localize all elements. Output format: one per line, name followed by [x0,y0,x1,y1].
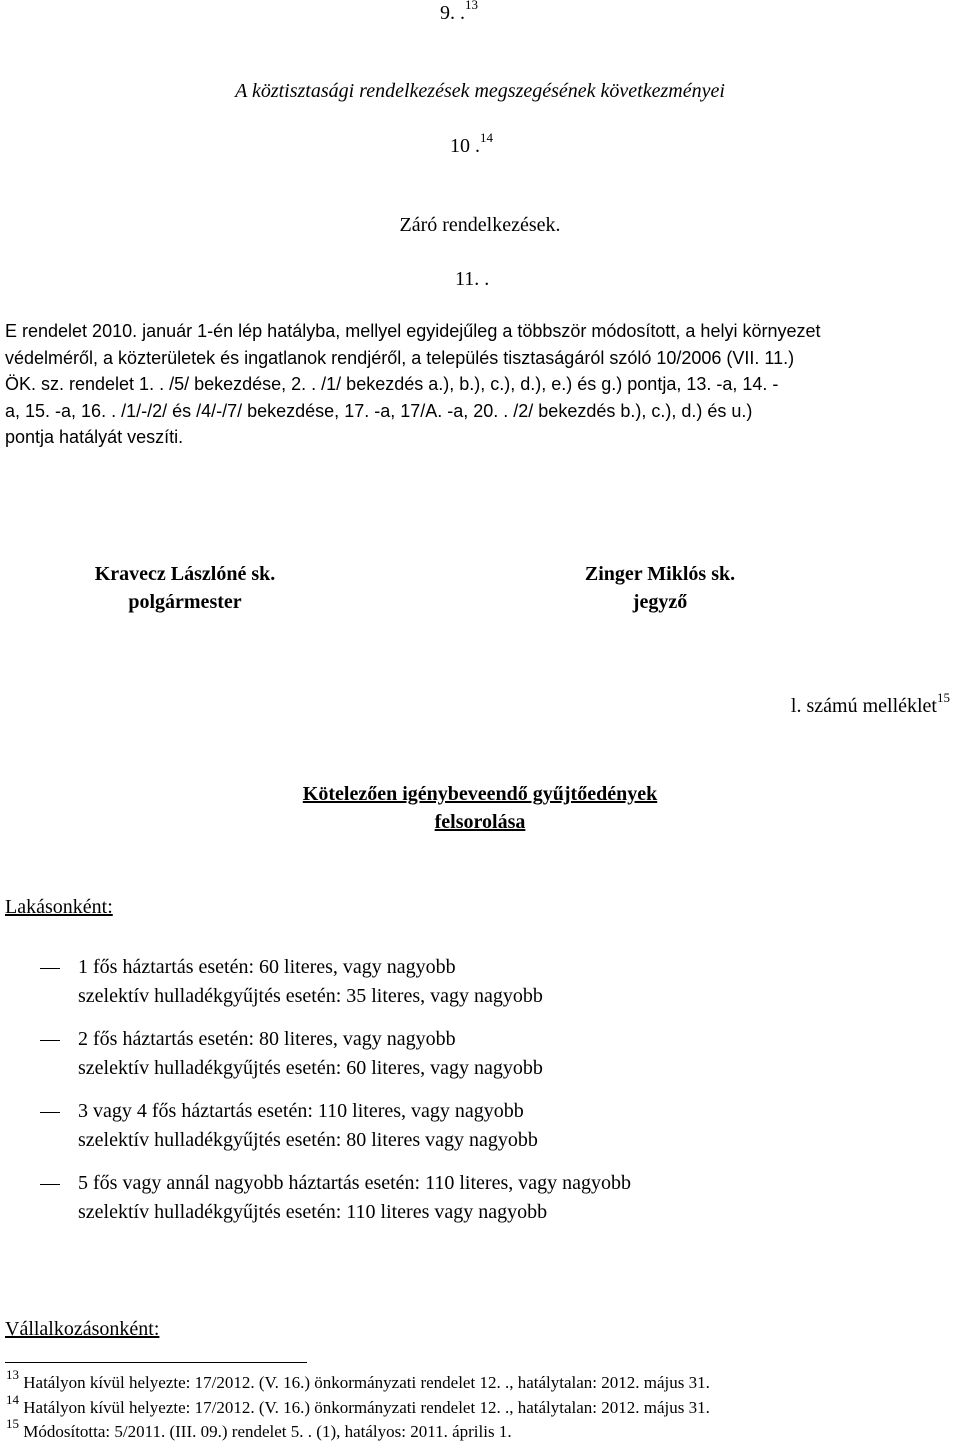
annex-title-line-1: Kötelezően igénybeveendő gyűjtőedények [302,783,658,805]
section-subtitle: A köztisztasági rendelkezések megszegésének következményei [235,80,725,102]
list-dash [40,1112,60,1113]
per-household-heading: Lakásonként: [5,896,113,918]
footnote-ref-15[interactable]: 15 [937,690,950,706]
annex-label-text: l. számú melléklet [790,695,937,717]
footnote-number: 14 [6,1392,19,1408]
footnote-ref-14[interactable]: 14 [480,130,493,146]
section-10-heading [450,130,550,158]
per-business-heading: Vállalkozásonként: [5,1318,160,1340]
list-dash [40,1184,60,1185]
list-item [78,1025,543,1083]
item-line-1: 1 fős háztartás esetén: 60 literes, vagy nagyobb [78,956,456,978]
section-11-heading: 11. . [455,268,490,290]
list-item [78,953,543,1011]
item-line-2: szelektív hulladékgyűjtés esetén: 80 literes vagy nagyobb [78,1129,538,1151]
signature-right [550,560,770,616]
footnote-text: Hatályon kívül helyezte: 17/2012. (V. 16.) önkormányzati rendelet 12. ., hatálytalan: 2012. május 31. [23,1373,710,1392]
signature-left [60,560,310,616]
footnote-separator [5,1362,307,1363]
body-paragraph [5,318,960,451]
mayor-role: polgármester [128,591,242,613]
footnote-number: 15 [6,1416,19,1432]
annex-label [700,690,950,718]
mayor-name: Kravecz Lászlóné sk. [94,563,276,585]
footnote-number: 13 [6,1367,19,1383]
item-line-1: 2 fős háztartás esetén: 80 literes, vagy nagyobb [78,1028,456,1050]
footnote [6,1392,710,1420]
paragraph-line: védelméről, a közterületek és ingatlanok rendjéről, a település tisztaságáról szóló 10/2006 (VII. 11.) [5,347,795,368]
annex-title-line-2: felsorolása [434,811,526,833]
item-line-2: szelektív hulladékgyűjtés esetén: 60 literes, vagy nagyobb [78,1057,543,1079]
item-line-2: szelektív hulladékgyűjtés esetén: 110 literes vagy nagyobb [78,1201,548,1223]
item-line-1: 3 vagy 4 fős háztartás esetén: 110 literes, vagy nagyobb [78,1100,524,1122]
section-9-heading [440,2,540,25]
list-dash [40,968,60,969]
item-line-1: 5 fős vagy annál nagyobb háztartás esetén: 110 literes, vagy nagyobb [78,1172,631,1194]
closing-provisions-title: Záró rendelkezések. [399,214,561,236]
section-9-text: 9. . [440,2,465,24]
footnote-ref-13[interactable]: 13 [465,0,478,13]
paragraph-line: pontja hatályát veszíti. [5,427,184,447]
item-line-2: szelektív hulladékgyűjtés esetén: 35 literes, vagy nagyobb [78,985,543,1007]
list-dash [40,1040,60,1041]
list-item [78,1097,538,1155]
footnote-text: Módosította: 5/2011. (III. 09.) rendelet 5. . (1), hatályos: 2011. április 1. [23,1422,512,1441]
section-10-text: 10 . [450,135,480,157]
notary-name: Zinger Miklós sk. [584,563,736,585]
list-item [78,1169,631,1227]
footnote-text: Hatályon kívül helyezte: 17/2012. (V. 16.) önkormányzati rendelet 12. ., hatálytalan: 2012. május 31. [23,1398,710,1417]
footnote [6,1416,512,1444]
footnote [6,1367,710,1395]
notary-role: jegyző [632,591,688,613]
annex-title [0,780,960,836]
paragraph-line: a, 15. -a, 16. . /1/-/2/ és /4/-/7/ bekezdése, 17. -a, 17/A. -a, 20. . /2/ bekezdés b.), c.), d.) és u.) [5,400,753,421]
paragraph-line: E rendelet 2010. január 1-én lép hatályba, mellyel egyidejűleg a többször módosított, a helyi környezet [5,321,821,341]
paragraph-line: ÖK. sz. rendelet 1. . /5/ bekezdése, 2. . /1/ bekezdés a.), b.), c.), d.), e.) és g.) pontja, 13. -a, 14. - [5,374,779,394]
